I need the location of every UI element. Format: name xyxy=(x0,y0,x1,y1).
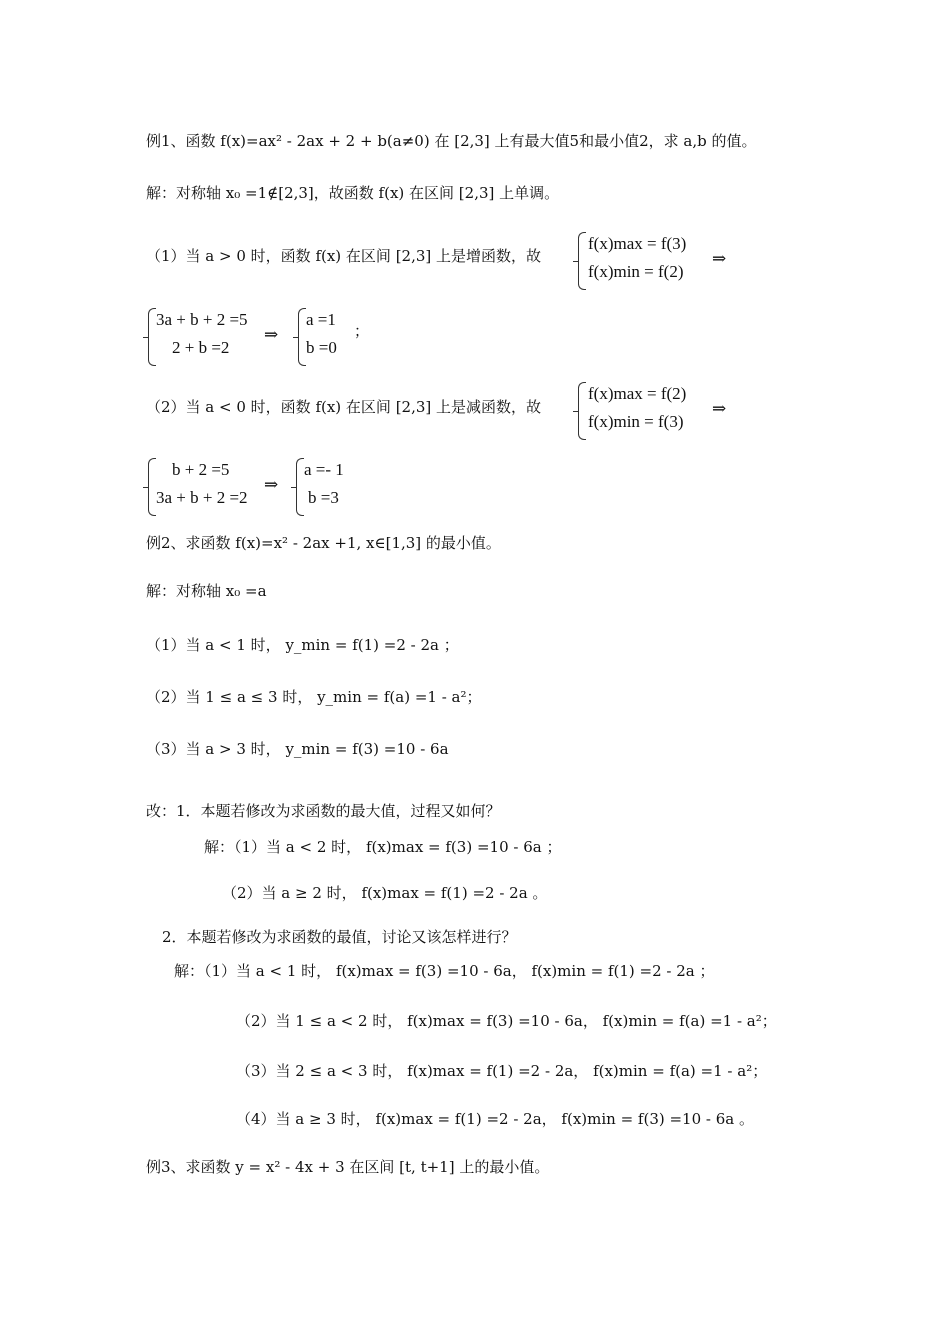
ex1-case1: （1）当 a > 0 时，函数 f(x) 在区间 [2,3] 上是增函数，故 xyxy=(146,247,542,265)
ex1-case1-equation-system xyxy=(148,308,260,364)
ex2-solution-intro: 解：对称轴 x₀ =a xyxy=(146,582,267,600)
brace-icon xyxy=(298,308,306,366)
mod2-question: 2．本题若修改为求函数的最值，讨论又该怎样进行？ xyxy=(162,928,517,946)
ex1-case1-condition-system xyxy=(578,232,708,288)
ex1-solution-intro: 解：对称轴 x₀ =1∉[2,3]，故函数 f(x) 在区间 [2,3] 上单调。 xyxy=(146,184,560,202)
mod1-case2: （2）当 a ≥ 2 时， f(x)max = f(1) =2 - 2a 。 xyxy=(222,884,548,902)
mod2-case1: 解：（1）当 a < 1 时， f(x)max = f(3) =10 - 6a， f(x)min = f(1) =2 - 2a ； xyxy=(174,962,715,980)
mod1-question: 改：1．本题若修改为求函数的最大值，过程又如何？ xyxy=(146,802,501,820)
mod2-case4: （4）当 a ≥ 3 时， f(x)max = f(1) =2 - 2a， f(x)min = f(3) =10 - 6a 。 xyxy=(236,1110,755,1128)
system-row: f(x)min = f(3) xyxy=(588,412,684,431)
system-row: 2 + b =2 xyxy=(172,338,230,357)
system-row: f(x)min = f(2) xyxy=(588,262,684,281)
ex1-case2-result-system xyxy=(296,458,366,514)
ex1-case2-equation-system xyxy=(148,458,260,514)
ex3-problem: 例3、求函数 y = x² - 4x + 3 在区间 [t, t+1] 上的最小值。 xyxy=(146,1158,550,1176)
system-row: b + 2 =5 xyxy=(172,460,230,479)
brace-icon xyxy=(148,308,156,366)
brace-icon xyxy=(578,232,586,290)
brace-icon xyxy=(578,382,586,440)
system-row: 3a + b + 2 =2 xyxy=(156,488,248,507)
system-row: b =0 xyxy=(306,338,337,357)
brace-icon xyxy=(148,458,156,516)
system-row: f(x)max = f(2) xyxy=(588,384,687,403)
ex1-problem: 例1、函数 f(x)=ax² - 2ax + 2 + b(a≠0) 在 [2,3] 上有最大值5和最小值2，求 a,b 的值。 xyxy=(146,132,757,150)
system-row: a =- 1 xyxy=(304,460,344,479)
ex2-case1: （1）当 a < 1 时， y_min = f(1) =2 - 2a ； xyxy=(146,636,459,654)
implies-arrow: ⇒ xyxy=(712,399,727,418)
mod1-case1: 解：（1）当 a < 2 时， f(x)max = f(3) =10 - 6a ； xyxy=(204,838,562,856)
ex2-case3: （3）当 a > 3 时， y_min = f(3) =10 - 6a xyxy=(146,740,449,758)
brace-icon xyxy=(296,458,304,516)
ex2-problem: 例2、求函数 f(x)=x² - 2ax +1, x∈[1,3] 的最小值。 xyxy=(146,534,501,552)
system-row: 3a + b + 2 =5 xyxy=(156,310,248,329)
mod2-case3: （3）当 2 ≤ a < 3 时， f(x)max = f(1) =2 - 2a， f(x)min = f(a) =1 - a²； xyxy=(236,1062,768,1080)
system-row: f(x)max = f(3) xyxy=(588,234,687,253)
ex1-case2-condition-system xyxy=(578,382,708,438)
implies-arrow: ⇒ xyxy=(712,249,727,268)
mod2-case2: （2）当 1 ≤ a < 2 时， f(x)max = f(3) =10 - 6a， f(x)min = f(a) =1 - a²； xyxy=(236,1012,777,1030)
implies-arrow: ⇒ xyxy=(264,325,279,344)
ex1-case2: （2）当 a < 0 时，函数 f(x) 在区间 [2,3] 上是减函数，故 xyxy=(146,398,542,416)
system-row: b =3 xyxy=(308,488,339,507)
semicolon: ； xyxy=(354,322,370,340)
implies-arrow: ⇒ xyxy=(264,475,279,494)
ex2-case2: （2）当 1 ≤ a ≤ 3 时， y_min = f(a) =1 - a²； xyxy=(146,688,482,706)
system-row: a =1 xyxy=(306,310,336,329)
